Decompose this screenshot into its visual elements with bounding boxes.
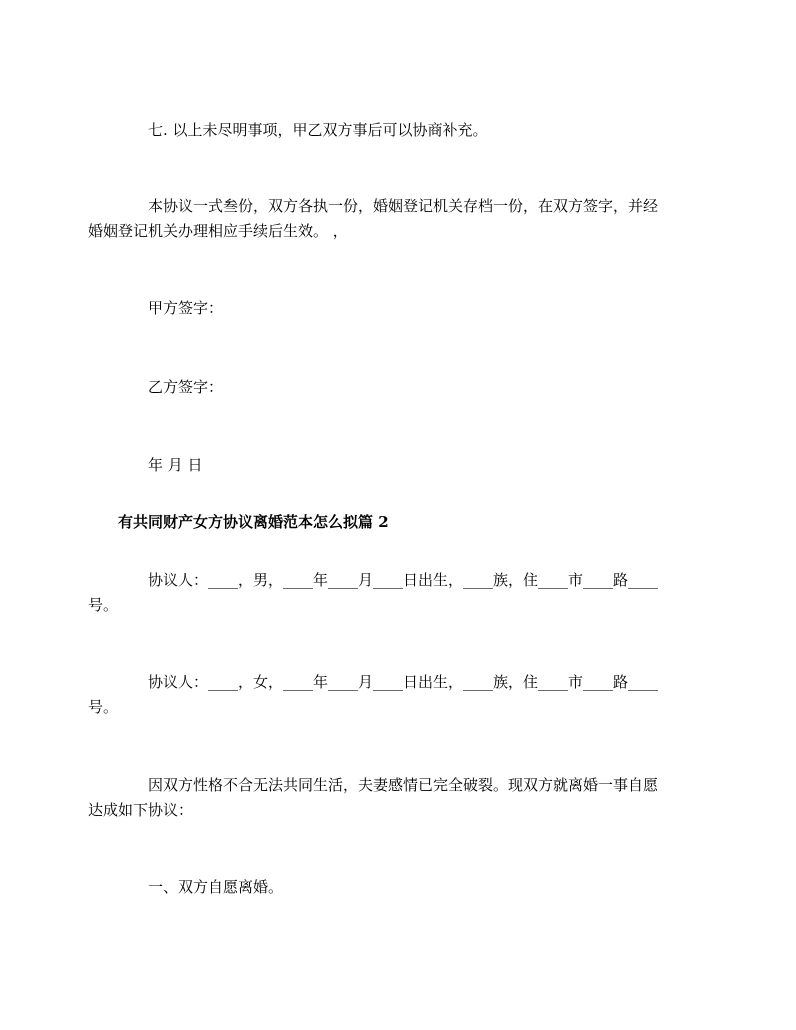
date-line-text: 年 月 日 (148, 456, 203, 474)
party-a-signature (118, 296, 683, 321)
date-line (118, 453, 683, 478)
party-a-signature-label: 甲方签字： (148, 299, 224, 317)
section-heading-text: 有共同财产女方协议离婚范本怎么拟篇 2 (118, 513, 389, 531)
clause-seven (118, 118, 683, 143)
party-b-signature-label: 乙方签字： (148, 378, 224, 396)
party-info-female-line-1: 协议人：____，女，____年____月____日出生，____族，住____市____路____ (148, 673, 659, 691)
clause-one-text: 一、双方自愿离婚。 (148, 878, 284, 896)
copies-clause (88, 194, 683, 244)
party-info-male-line-2: 号。 (88, 596, 119, 614)
divorce-reason (88, 773, 683, 823)
copies-clause-line-1: 本协议一式叁份，双方各执一份，婚姻登记机关存档一份，在双方签字，并经 (148, 197, 659, 215)
party-info-male-line-1: 协议人：____，男，____年____月____日出生，____族，住____市____路____ (148, 571, 659, 589)
party-info-female (88, 670, 683, 720)
section-heading (118, 510, 683, 535)
clause-one (118, 875, 683, 900)
clause-seven-text: 七. 以上未尽明事项，甲乙双方事后可以协商补充。 (148, 121, 488, 139)
copies-clause-line-2: 婚姻登记机关办理相应手续后生效。 ， (88, 222, 348, 240)
divorce-reason-line-1: 因双方性格不合无法共同生活，夫妻感情已完全破裂。现双方就离婚一事自愿 (148, 776, 659, 794)
party-info-male (88, 568, 683, 618)
divorce-reason-line-2: 达成如下协议： (88, 801, 194, 819)
party-b-signature (118, 375, 683, 400)
party-info-female-line-2: 号。 (88, 698, 119, 716)
